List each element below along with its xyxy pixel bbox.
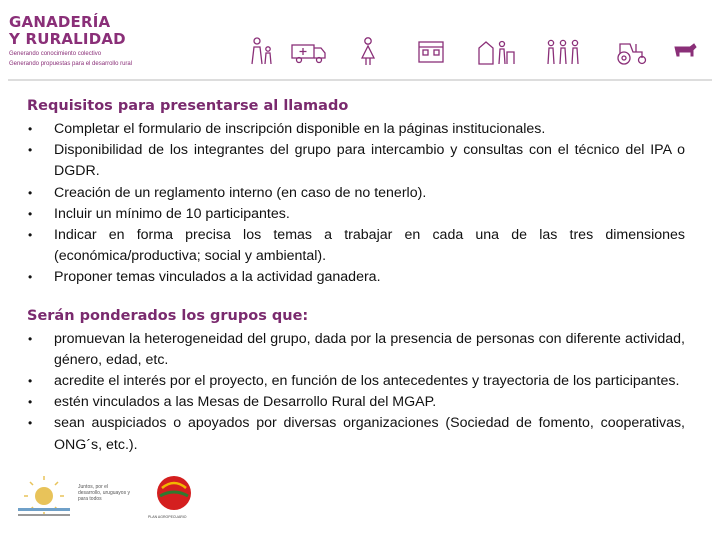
bullet-icon: • — [28, 416, 33, 431]
requisitos-title: Requisitos para presentarse al llamado — [27, 98, 349, 114]
list-item — [27, 392, 685, 413]
mgap-logo — [16, 474, 72, 522]
list-item — [27, 413, 685, 455]
list-item — [27, 225, 685, 267]
ponderados-list — [27, 329, 685, 456]
list-item-text: Proponer temas vinculados a la actividad ganadera. — [54, 269, 381, 286]
list-item-text: acredite el interés por el proyecto, en función de los antecedentes y trayectoria de los participantes. — [54, 373, 680, 390]
brand-subtitle-1: Generando conocimiento colectivo — [9, 51, 102, 57]
list-item-text: promuevan la heterogeneidad del grupo, dada por la presencia de personas con diferente actividad, género, edad, etc. — [54, 330, 685, 368]
school-icon — [416, 36, 446, 66]
cow-icon — [672, 36, 698, 66]
bullet-icon: • — [28, 228, 33, 243]
bullet-icon: • — [28, 270, 33, 285]
plan-agropecuario-logo — [148, 474, 200, 516]
bullet-icon: • — [28, 185, 33, 200]
list-item-text: Incluir un mínimo de 10 participantes. — [54, 205, 290, 222]
brand-subtitle-2: Generando propuestas para el desarrollo rural — [9, 61, 133, 67]
ponderados-section — [27, 306, 685, 456]
footer-logos — [16, 474, 226, 524]
people-group-icon — [544, 36, 582, 66]
list-item-text: estén vinculados a las Mesas de Desarrollo Rural del MGAP. — [54, 394, 437, 411]
list-item — [27, 371, 685, 392]
brand-logo — [9, 14, 132, 68]
ponderados-title: Serán ponderados los grupos que: — [27, 307, 309, 324]
bullet-icon: • — [28, 143, 33, 158]
list-item-text: Disponibilidad de los integrantes del grupo para intercambio y consultas con el técnico del IPA o DGDR. — [54, 142, 685, 180]
list-item-text: sean auspiciados o apoyados por diversas organizaciones (Sociedad de fomento, cooperativas, ONG´s, etc.). — [54, 415, 685, 453]
list-item — [27, 267, 685, 288]
partner-slogan: Juntos, por el desarrollo, uruguayos y para todos — [78, 484, 130, 502]
requisitos-list — [27, 119, 685, 289]
list-item — [27, 183, 685, 204]
bullet-icon: • — [28, 122, 33, 136]
header-divider — [8, 79, 712, 81]
list-item-text: Completar el formulario de inscripción disponible en la páginas institucionales. — [54, 121, 546, 137]
ambulance-icon — [290, 36, 328, 66]
tractor-icon — [612, 36, 652, 66]
list-item — [27, 204, 685, 225]
bullet-icon: • — [28, 374, 33, 389]
woman-icon — [356, 36, 380, 66]
bullet-icon: • — [28, 395, 33, 410]
plan-agropecuario-caption: PLAN AGROPECUARIO — [148, 515, 187, 519]
header-icon-strip — [240, 36, 700, 66]
bullet-icon: • — [28, 331, 33, 346]
farm-icon — [476, 36, 516, 66]
family-icon — [248, 36, 276, 66]
brand-title-line2: Y RURALIDAD — [9, 30, 126, 48]
list-item — [27, 140, 685, 182]
list-item-text: Indicar en forma precisa los temas a trabajar en cada una de las tres dimensiones (económica/productiva; social y ambiental). — [54, 227, 685, 265]
brand-title-line1: GANADERÍA — [9, 13, 111, 31]
main-content — [27, 96, 685, 456]
list-item — [27, 119, 685, 140]
bullet-icon: • — [28, 206, 33, 221]
header — [0, 0, 720, 82]
list-item — [27, 329, 685, 371]
list-item-text: Creación de un reglamento interno (en caso de no tenerlo). — [54, 184, 427, 201]
